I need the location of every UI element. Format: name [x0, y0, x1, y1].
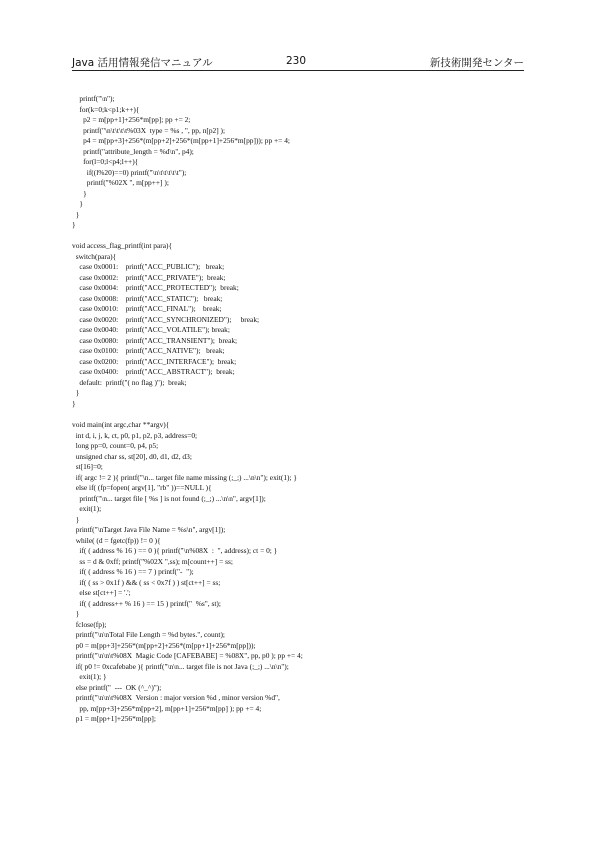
code-line: printf("\n\nTotal File Length = %d bytes.", count);: [72, 630, 225, 640]
code-line: if( ( address++ % 16 ) == 15 ) printf(" %s", st);: [72, 598, 221, 608]
code-line: void access_flag_printf(int para){: [72, 241, 172, 251]
manual-title: Java 活用情報発信マニュアル: [72, 57, 213, 69]
code-line: int d, i, j, k, ct, p0, p1, p2, p3, address=0;: [72, 430, 198, 440]
code-line: if( ( address % 16 ) == 0 ){ printf("\n%08X : ", address); ct = 0; }: [72, 546, 278, 556]
code-line: case 0x0040: printf("ACC_VOLATILE"); break;: [72, 325, 230, 335]
code-line: printf("\n\n\t%08X Magic Code [CAFEBABE] = %08X", pp, p0 ); pp += 4;: [72, 651, 303, 661]
header-rule: [72, 70, 524, 71]
code-line: case 0x0020: printf("ACC_SYNCHRONIZED"); break;: [72, 314, 260, 324]
code-line: [72, 231, 522, 242]
code-line: exit(1); }: [72, 672, 107, 682]
code-line: while( (d = fgetc(fp)) != 0 ){: [72, 535, 161, 545]
code-line: printf("\nTarget Java File Name = %s\n", argv[1]);: [72, 525, 226, 535]
code-line: if( ( ss > 0x1f ) && ( ss < 0x7f ) ) st[ct++] = ss;: [72, 577, 221, 587]
code-line: printf("\n");: [72, 94, 115, 103]
code-line: case 0x0100: printf("ACC_NATIVE"); break;: [72, 346, 225, 356]
code-line: p2 = m[pp+1]+256*m[pp]; pp += 2;: [72, 115, 191, 125]
code-line: long pp=0, count=0, p4, p5;: [72, 441, 159, 451]
code-line: p4 = m[pp+3]+256*(m[pp+2]+256*(m[pp+1]+256*m[pp])); pp += 4;: [72, 136, 290, 146]
code-line: for(k=0;k<p1;k++){: [72, 104, 140, 114]
code-line: printf("\n... target file [ %s ] is not found (;_;) ...\n\n", argv[1]);: [72, 493, 266, 503]
code-line: case 0x0001: printf("ACC_PUBLIC"); break;: [72, 262, 225, 272]
code-line: if((l%20)==0) printf("\n\t\t\t\t\t");: [72, 167, 187, 177]
code-line: st[16]=0;: [72, 462, 103, 472]
code-line: default: printf("( no flag )"); break;: [72, 377, 187, 387]
code-line: }: [72, 199, 83, 209]
code-line: else printf(" --- OK (^_^)");: [72, 682, 162, 692]
code-line: else if( (fp=fopen( argv[1], "rb" ))==NULL ){: [72, 483, 212, 493]
code-listing: [72, 94, 522, 725]
code-line: printf("\n\n\t%08X Version : major version %d , minor version %d",: [72, 693, 280, 703]
code-line: }: [72, 188, 87, 198]
code-line: for(l=0;l<p4;l++){: [72, 157, 139, 167]
code-line: void main(int argc,char **argv){: [72, 419, 170, 429]
code-line: if( ( address % 16 ) == 7 ) printf("- ");: [72, 567, 194, 577]
page-number: 230: [286, 55, 307, 67]
code-line: pp, m[pp+3]+256*m[pp+2], m[pp+1]+256*m[pp] ); pp += 4;: [72, 703, 262, 713]
code-line: case 0x0010: printf("ACC_FINAL"); break;: [72, 304, 222, 314]
code-line: unsigned char ss, st[20], d0, d1, d2, d3;: [72, 451, 192, 461]
code-line: if( p0 != 0xcafebabe ){ printf("\n\n... target file is not Java (;_;) ...\n\n");: [72, 661, 289, 671]
code-line: p0 = m[pp+3]+256*(m[pp+2]+256*(m[pp+1]+256*m[pp]));: [72, 640, 256, 650]
code-line: else st[ct++] = '.';: [72, 588, 131, 598]
code-line: ss = d & 0xff; printf("%02X ",ss); m[count++] = ss;: [72, 556, 233, 566]
code-line: }: [72, 398, 76, 408]
code-line: fclose(fp);: [72, 619, 107, 629]
code-line: switch(para){: [72, 251, 117, 261]
code-line: printf("\n\t\t\t\t%03X type = %s , ", pp, n[p2] );: [72, 125, 226, 135]
code-line: case 0x0004: printf("ACC_PROTECTED"); break;: [72, 283, 239, 293]
code-line: case 0x0002: printf("ACC_PRIVATE"); break;: [72, 272, 226, 282]
code-line: case 0x0080: printf("ACC_TRANSIENT"); break;: [72, 335, 238, 345]
code-line: }: [72, 388, 80, 398]
code-line: }: [72, 209, 80, 219]
page-header: [72, 53, 524, 69]
code-line: }: [72, 220, 76, 230]
code-line: exit(1);: [72, 504, 102, 514]
code-line: p1 = m[pp+1]+256*m[pp];: [72, 714, 156, 724]
code-line: case 0x0200: printf("ACC_INTERFACE"); break;: [72, 356, 237, 366]
organization-name: 新技術開発センター: [429, 57, 524, 69]
code-line: case 0x0400: printf("ACC_ABSTRACT"); break;: [72, 367, 235, 377]
code-line: }: [72, 514, 80, 524]
code-line: }: [72, 609, 80, 619]
code-line: [72, 409, 522, 420]
code-line: printf("%02X ", m[pp++] );: [72, 178, 169, 188]
code-line: printf("attribute_length = %d\n", p4);: [72, 146, 194, 156]
code-line: case 0x0008: printf("ACC_STATIC"); break;: [72, 293, 223, 303]
code-line: if( argc != 2 ){ printf("\n... target file name missing (;_;) ...\n\n"); exit(1); }: [72, 472, 297, 482]
